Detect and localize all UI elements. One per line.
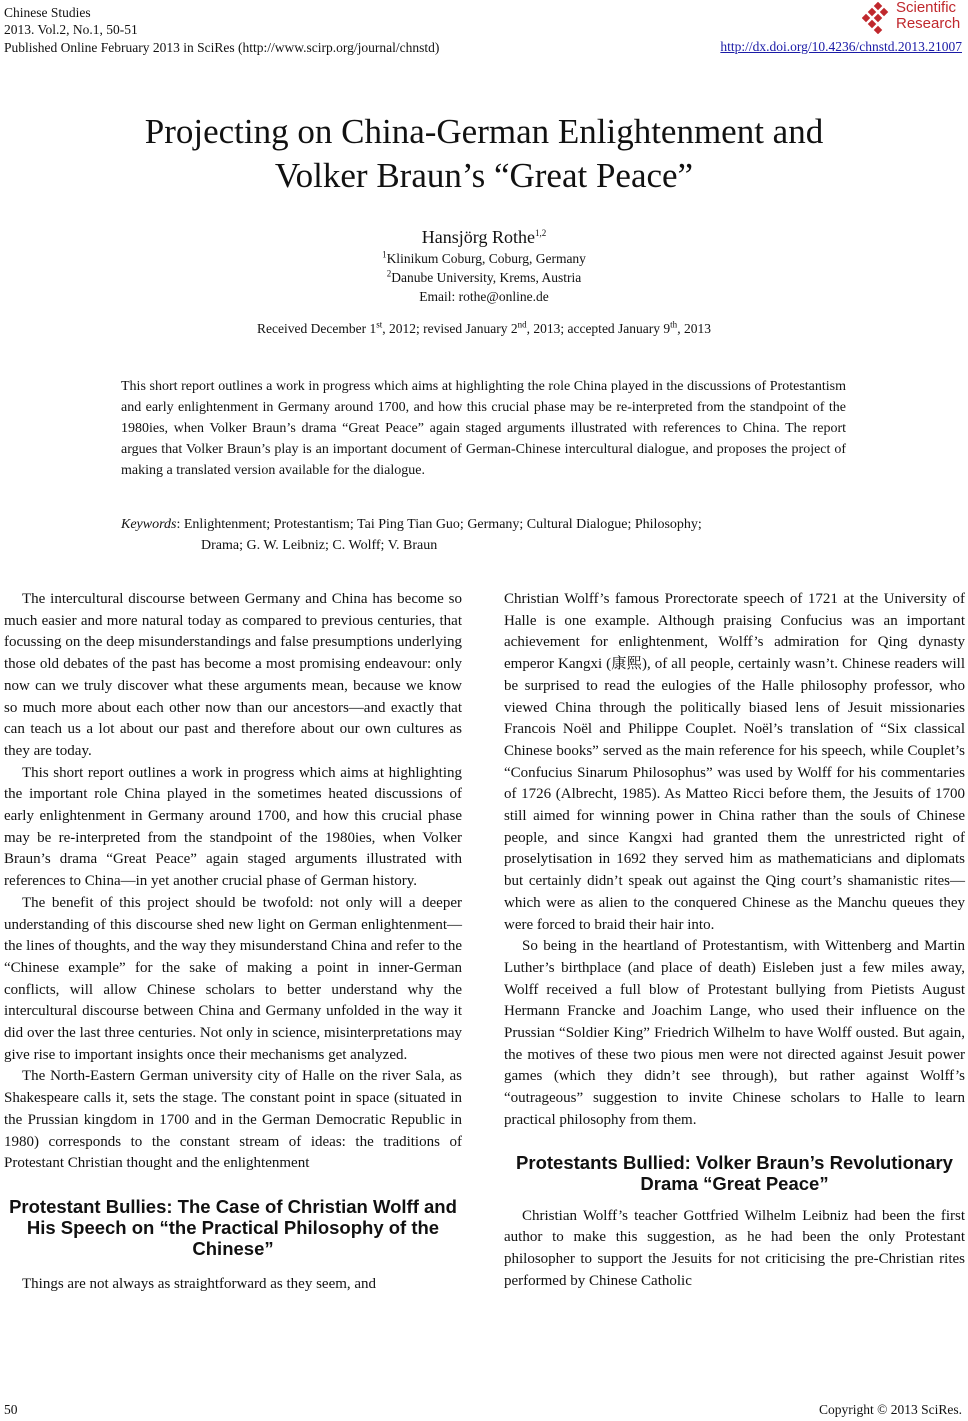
affiliation-1-mark: 1 <box>382 249 387 260</box>
accepted-sup: th <box>670 319 678 330</box>
doi-link[interactable]: http://dx.doi.org/10.4236/chnstd.2013.21007 <box>720 39 962 54</box>
revised-sup: nd <box>517 319 527 330</box>
scirp-logo <box>862 0 962 36</box>
title-line-2: Volker Braun’s “Great Peace” <box>274 156 694 195</box>
affiliation-2 <box>0 268 968 287</box>
section-heading-1: Protestant Bullies: The Case of Christian Wolff and His Speech on “the Practical Philosophy of the Chinese” <box>9 1195 457 1259</box>
body-paragraph: The North-Eastern German university city of Halle on the river Sala, as Shakespeare calls it, sets the stage. The constant point in space (situated in the Prussian kingdom in 1700 and in the German Democratic Republic in 1980) corresponds to the constant stream of ideas: the traditions of Protestant Christian thought and the enlightenment <box>4 1068 462 1172</box>
scirp-logo-icon <box>862 2 894 34</box>
paper-title <box>0 110 968 198</box>
body-paragraph: The benefit of this project should be twofold: not only will a deeper understanding of this discourse shed new light on German enlightenment—the lines of thoughts, and the way they misunderstand China and refer to the “Chinese example” for the sake of making a point in inner-German conflicts, will allow Chinese scholars to better understand why the intercultural discourse between China and Germany unfolded in the way it did over the last three centuries. Not only in science, misinterpretations may give rise to important insights once their mechanisms get analyzed. <box>4 894 462 1063</box>
section-heading-2: Protestants Bullied: Volker Braun’s Revolutionary Drama “Great Peace” <box>516 1151 953 1194</box>
copyright: Copyright © 2013 SciRes. <box>818 1402 962 1417</box>
body-paragraph: So being in the heartland of Protestantism, with Wittenberg and Martin Luther’s birthplace (and place of death) Eisleben just a few miles away, Wolff received a full blow of Protestant bullying from Pietists August Hermann Francke and Joachim Lange, who used their influence on the Prussian “Soldier King” Friedrich Wilhelm to have Wolff ousted. But again, the motives of these two pious men were not directed against Jesuit power games (which they didn’t see through), but rather against Wolff’s “outrageous” suggestion to invite Chinese scholars to Halle to learn practical philosophy from them. <box>504 938 965 1128</box>
page-number: 50 <box>4 1402 18 1417</box>
received-sup: st <box>376 319 383 330</box>
body-paragraph: Things are not always as straightforward as they seem, and <box>22 1275 377 1292</box>
received-dates <box>0 321 968 337</box>
logo-line-1: Scientific <box>896 0 957 16</box>
journal-volume: 2013. Vol.2, No.1, 50-51 <box>4 22 138 37</box>
logo-line-2: Research <box>896 15 961 32</box>
abstract: This short report outlines a work in progress which aims at highlighting the role China played in the discussions of Protestantism and early enlightenment in Germany around 1700, and how this crucial phase may be re-interpreted from the standpoint of the 1980ies, when Volker Braun’s drama “Great Peace” again staged arguments illustrated with references to China. The report argues that Volker Braun’s play is an important document of German-Chinese intercultural dialogue, and proposes the project of making a translated version available for the dialogue. <box>121 379 846 478</box>
keywords-line-2: Drama; G. W. Leibniz; C. Wolff; V. Braun <box>201 538 438 553</box>
keywords-label: Keywords <box>121 517 177 532</box>
received-text: Received December 1 <box>257 321 377 336</box>
left-column <box>4 589 462 1296</box>
body-paragraph: Christian Wolff’s teacher Gottfried Wilhelm Leibniz had been the first author to make this suggestion, as he had been the only Protestant philosopher to support the Jesuits for not criticising the pre-Christian rites performed by Chinese Catholic <box>504 1207 965 1289</box>
affiliation-2-mark: 2 <box>386 268 392 279</box>
journal-name: Chinese Studies <box>4 5 91 20</box>
accepted-text: , 2013; accepted January 9 <box>526 321 671 336</box>
body-paragraph: Christian Wolff’s famous Prorectorate speech of 1721 at the University of Halle is one example. Although praising Confucius was an important achievement for enlightenment, Wolff’s admiration for Qing dynasty emperor Kangxi (康熙), of all people, certainly wasn’t. Chinese readers will be surprised to read the eulogies of the Halle philosophy professor, who viewed China through the politically biased lens of Jesuit missionaries Francois Noël and Philippe Couplet. Noël’s translation of “Six classical Chinese books” served as the main reference for his speech, while Couplet’s “Confucius Sinarum Philosophus” was used by Wolff for his commentaries of 1726 (Albrecht, 1985). As Matteo Ricci before them, the Jesuits of 1700 still aimed for winning power in China rather than the souls of Chinese people, and since Kangxi had granted them the unrestricted right of proselytisation in 1692 they served him as mathematicians and diplomats but certainly didn’t speak out against the Qing court’s shamanistic rites—which were as alien to the conquered Chinese as the Manchu queues they were forced to braid their hair into. <box>504 591 965 933</box>
keywords <box>121 514 846 556</box>
body-paragraph: The intercultural discourse between Germany and China has become so much easier and more natural today as compared to previous centuries, that focussing on the deep misunderstandings and false presumptions underlying those old debates of the past has become a most promising endeavour: only now can we truly discover what these arguments mean, because we know so much more about each other now than our ancestors—and exactly that can teach us a lot about our past and therefore about our own cultures as they are today. <box>4 591 462 759</box>
accepted-year: , 2013 <box>677 321 711 336</box>
title-line-1: Projecting on China-German Enlightenment and <box>144 112 824 151</box>
revised-text: , 2012; revised January 2 <box>382 321 518 336</box>
affiliation-1 <box>0 249 968 268</box>
author <box>0 227 968 248</box>
author-email: Email: rothe@online.de <box>419 289 549 304</box>
keywords-line-1: : Enlightenment; Protestantism; Tai Ping Tian Guo; Germany; Cultural Dialogue; Philosophy; <box>176 517 702 532</box>
publication-info: Published Online February 2013 in SciRes (http://www.scirp.org/journal/chnstd) <box>4 40 440 55</box>
affiliation-1-text: Klinikum Coburg, Coburg, Germany <box>386 251 586 266</box>
body-paragraph: This short report outlines a work in progress which aims at highlighting the important role China played in the sometimes heated discussions of early enlightenment in Germany around 1700, and how this crucial phase may be re-interpreted from the standpoint of the 1980ies, when Volker Braun’s drama “Great Peace” again staged arguments illustrated with references to China—in yet another crucial phase of German history. <box>4 764 462 890</box>
affiliation-2-text: Danube University, Krems, Austria <box>391 270 582 285</box>
right-column <box>504 589 965 1292</box>
author-name: Hansjörg Rothe <box>421 227 535 247</box>
author-affiliation-marks: 1,2 <box>534 228 547 238</box>
